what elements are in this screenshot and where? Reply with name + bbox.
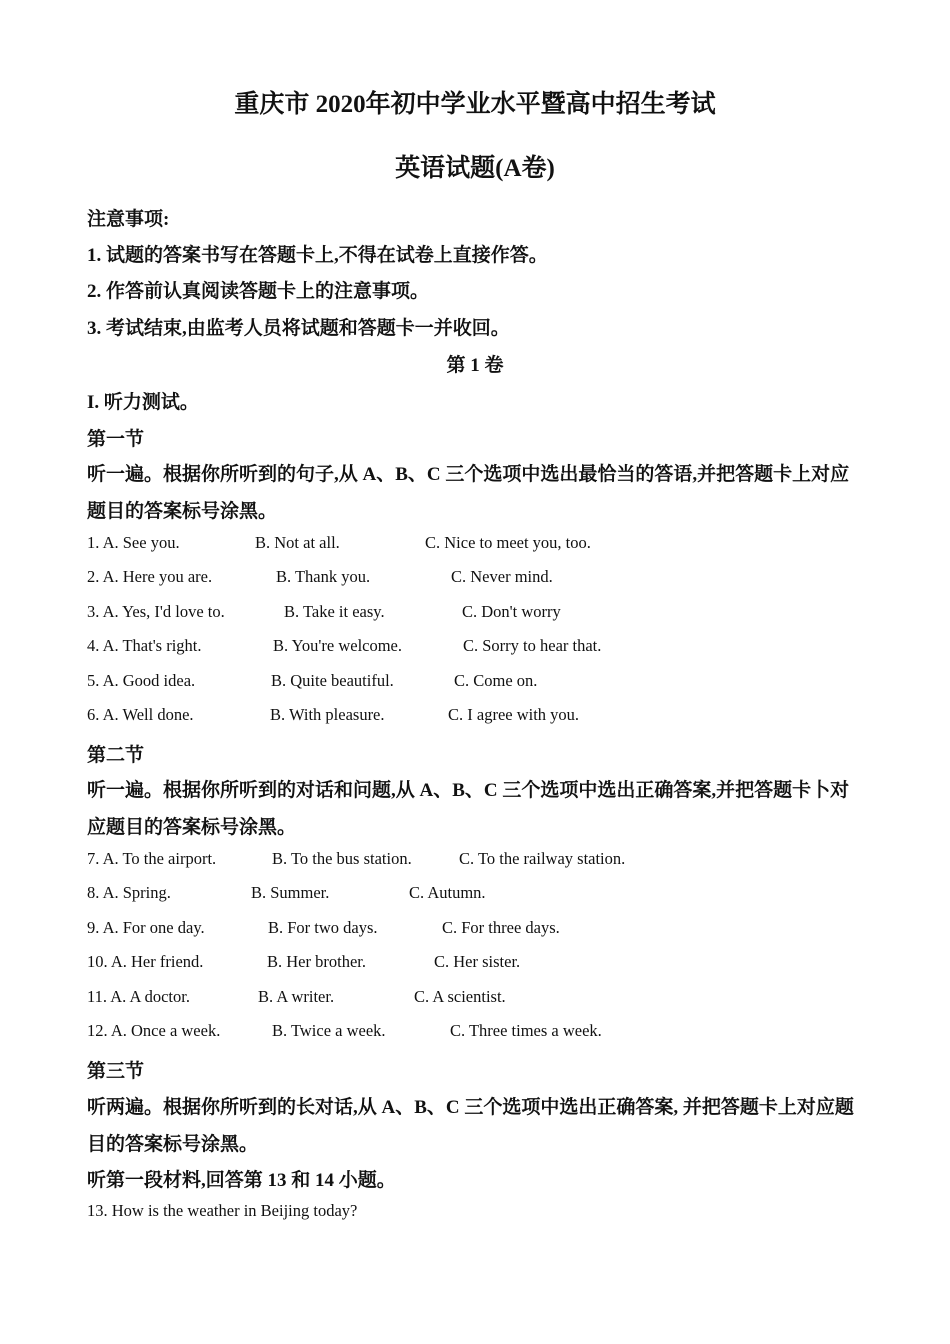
question-row [87, 883, 887, 905]
question-row [87, 849, 887, 871]
option-a: 7. A. To the airport. [87, 849, 217, 868]
option-b: B. Twice a week. [272, 1021, 386, 1040]
option-b: B. To the bus station. [272, 849, 412, 868]
question-row [87, 671, 887, 693]
note-item: 2. 作答前认真阅读答题卡上的注意事项。 [87, 281, 430, 302]
option-b: B. With pleasure. [270, 705, 385, 724]
option-c: C. Nice to meet you, too. [425, 533, 591, 552]
option-c: C. I agree with you. [448, 705, 580, 724]
section-heading: 第三节 [87, 1061, 145, 1082]
section-instruction: 应题目的答案标号涂黑。 [87, 817, 297, 838]
option-c: C. Autumn. [409, 883, 486, 902]
option-c: C. A scientist. [414, 987, 506, 1006]
note-item: 1. 试题的答案书写在答题卡上,不得在试卷上直接作答。 [87, 245, 548, 266]
option-c: C. Sorry to hear that. [463, 636, 602, 655]
question-row [87, 636, 887, 658]
section-instruction: 听两遍。根据你所听到的长对话,从 A、B、C 三个选项中选出正确答案, 并把答题卡上对应题 [87, 1097, 854, 1118]
option-a: 1. A. See you. [87, 533, 180, 552]
option-a: 9. A. For one day. [87, 918, 205, 937]
section-instruction: 题目的答案标号涂黑。 [87, 501, 278, 522]
option-c: C. For three days. [442, 918, 560, 937]
question-row [87, 987, 887, 1009]
question-row [87, 918, 887, 940]
option-b: B. For two days. [268, 918, 378, 937]
question-row [87, 567, 887, 589]
volume-label: 第 1 卷 [446, 355, 504, 376]
question-row [87, 1021, 887, 1043]
option-c: C. Never mind. [451, 567, 553, 586]
option-a: 11. A. A doctor. [87, 987, 190, 1006]
option-a: 5. A. Good idea. [87, 671, 196, 690]
question-row [87, 602, 887, 624]
option-b: B. Take it easy. [284, 602, 385, 621]
option-a: 8. A. Spring. [87, 883, 171, 902]
option-c: C. Don't worry [462, 602, 561, 621]
option-b: B. Not at all. [255, 533, 340, 552]
option-a: 10. A. Her friend. [87, 952, 204, 971]
section-instruction: 听一遍。根据你所听到的对话和问题,从 A、B、C 三个选项中选出正确答案,并把答题卡卜对 [87, 780, 850, 801]
exam-subtitle: 英语试题(A卷) [395, 155, 555, 182]
option-a: 6. A. Well done. [87, 705, 194, 724]
notes-heading: 注意事项: [87, 209, 170, 230]
option-b: B. A writer. [258, 987, 335, 1006]
option-a: 3. A. Yes, I'd love to. [87, 602, 225, 621]
option-b: B. Summer. [251, 883, 330, 902]
material-note: 听第一段材料,回答第 13 和 14 小题。 [87, 1170, 396, 1191]
section-heading: 第一节 [87, 429, 145, 450]
section-instruction: 听一遍。根据你所听到的句子,从 A、B、C 三个选项中选出最恰当的答语,并把答题卡上对应 [87, 464, 850, 485]
option-a: 12. A. Once a week. [87, 1021, 221, 1040]
option-b: B. Thank you. [276, 567, 371, 586]
question-13: 13. How is the weather in Beijing today? [87, 1201, 358, 1220]
section-heading: 第二节 [87, 745, 145, 766]
section-instruction: 目的答案标号涂黑。 [87, 1134, 259, 1155]
option-b: B. Her brother. [267, 952, 366, 971]
note-item: 3. 考试结束,由监考人员将试题和答题卡一并收回。 [87, 318, 510, 339]
option-c: C. Come on. [454, 671, 538, 690]
option-a: 4. A. That's right. [87, 636, 202, 655]
question-row [87, 952, 887, 974]
option-c: C. Three times a week. [450, 1021, 602, 1040]
question-row [87, 533, 887, 555]
option-b: B. Quite beautiful. [271, 671, 394, 690]
option-c: C. To the railway station. [459, 849, 626, 868]
question-row [87, 705, 887, 727]
option-a: 2. A. Here you are. [87, 567, 213, 586]
part-heading: I. 听力测试。 [87, 392, 199, 413]
option-c: C. Her sister. [434, 952, 521, 971]
option-b: B. You're welcome. [273, 636, 403, 655]
exam-title: 重庆市 2020年初中学业水平暨高中招生考试 [234, 91, 716, 118]
